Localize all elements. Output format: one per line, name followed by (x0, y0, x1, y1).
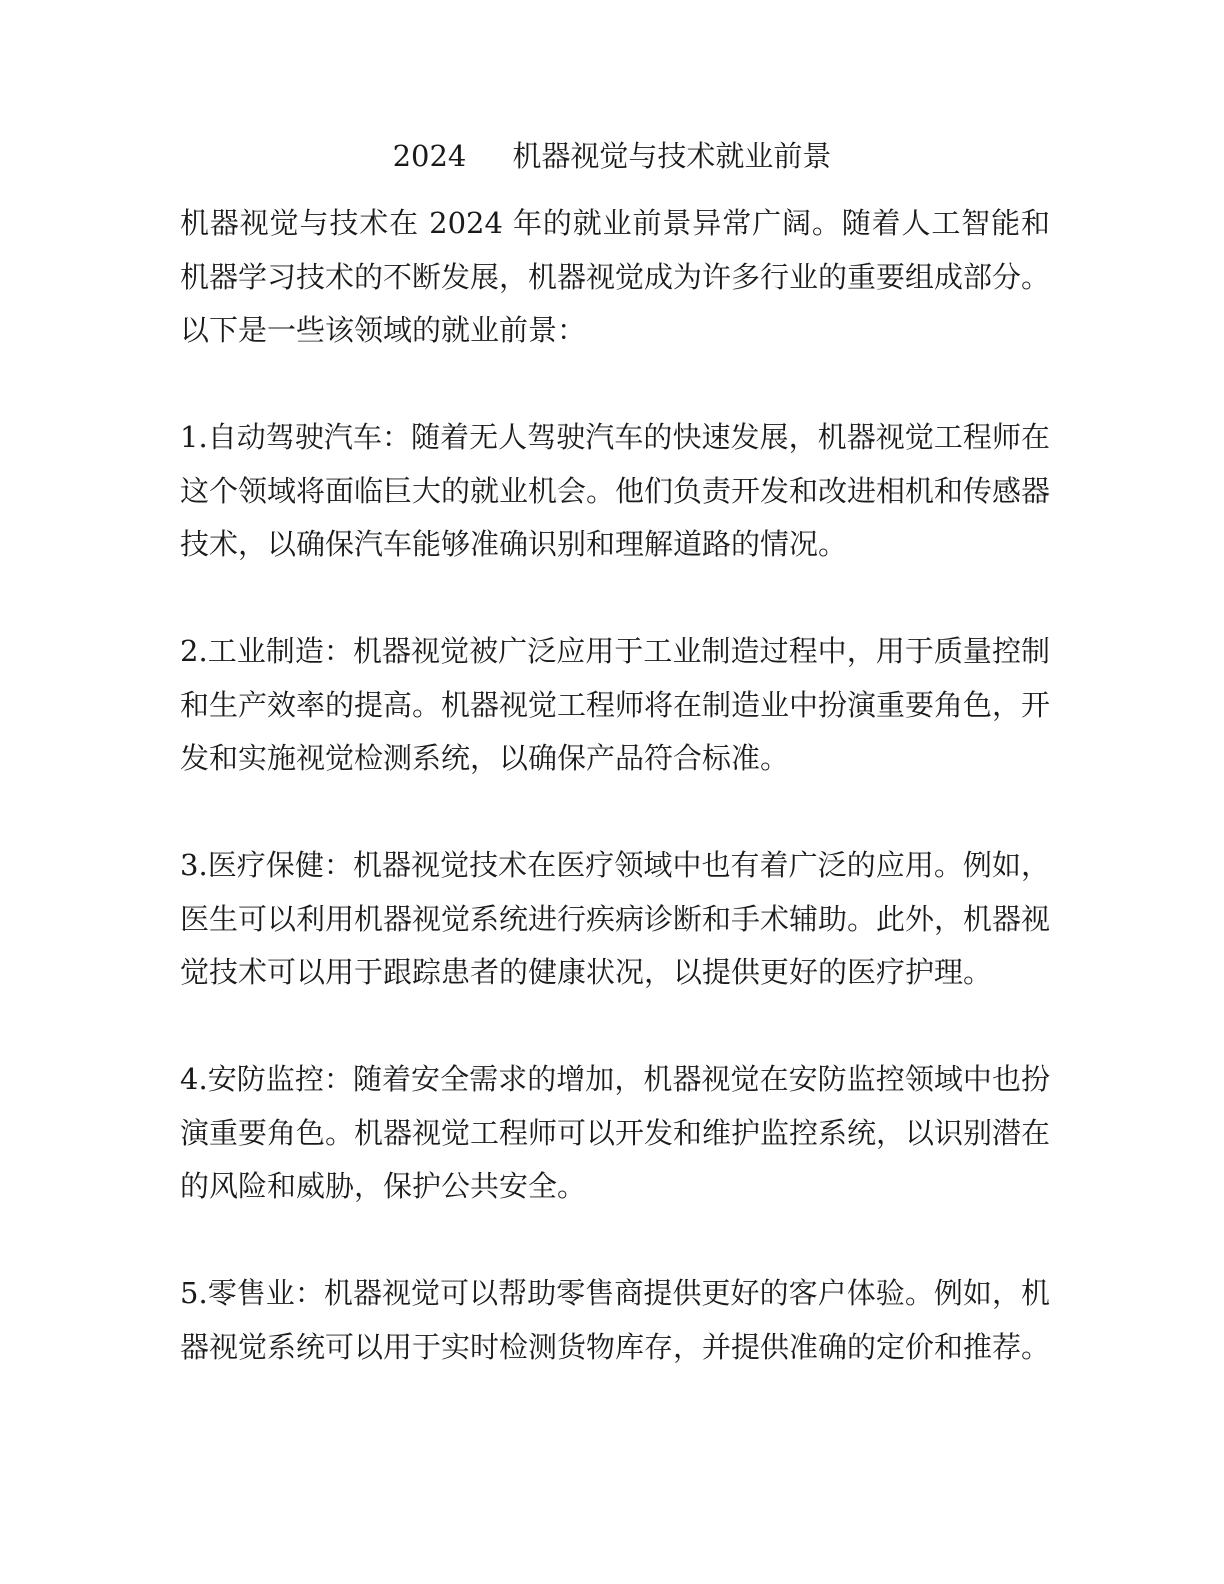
document-title (0, 134, 1224, 178)
title-year: 2024 (392, 139, 467, 173)
document-body (180, 197, 1050, 1374)
security-monitoring-paragraph: 4.安防监控：随着安全需求的增加，机器视觉在安防监控领域中也扮演重要角色。机器视觉工程师可以开发和维护监控系统，以识别潜在的风险和威胁，保护公共安全。 (180, 1062, 1051, 1203)
industrial-manufacturing-paragraph: 2.工业制造：机器视觉被广泛应用于工业制造过程中，用于质量控制和生产效率的提高。机器视觉工程师将在制造业中扮演重要角色，开发和实施视觉检测系统，以确保产品符合标准。 (180, 634, 1051, 775)
retail-paragraph: 5.零售业：机器视觉可以帮助零售商提供更好的客户体验。例如，机器视觉系统可以用于实时检测货物库存，并提供准确的定价和推荐。 (180, 1276, 1051, 1364)
title-text: 机器视觉与技术就业前景 (512, 139, 832, 173)
autonomous-driving-paragraph: 1.自动驾驶汽车：随着无人驾驶汽车的快速发展，机器视觉工程师在这个领域将面临巨大的就业机会。他们负责开发和改进相机和传感器技术，以确保汽车能够准确识别和理解道路的情况。 (180, 420, 1051, 561)
healthcare-paragraph: 3.医疗保健：机器视觉技术在医疗领域中也有着广泛的应用。例如，医生可以利用机器视觉系统进行疾病诊断和手术辅助。此外，机器视觉技术可以用于跟踪患者的健康状况，以提供更好的医疗护理。 (180, 848, 1051, 989)
intro-paragraph: 机器视觉与技术在 2024 年的就业前景异常广阔。随着人工智能和机器学习技术的不断发展，机器视觉成为许多行业的重要组成部分。以下是一些该领域的就业前景： (180, 206, 1051, 347)
